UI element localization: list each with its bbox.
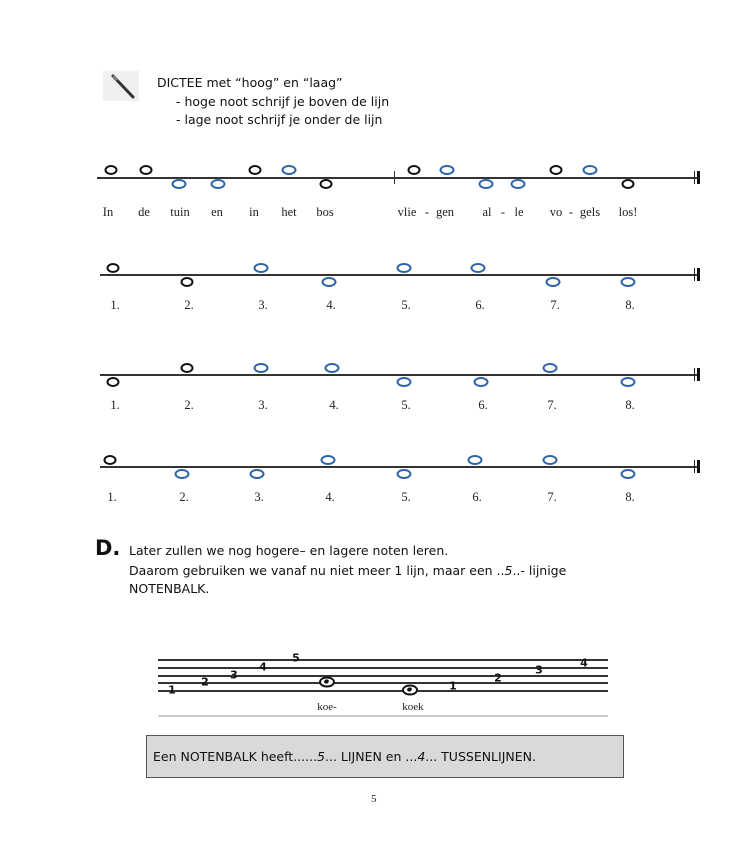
note-high — [107, 263, 120, 273]
barline — [394, 171, 395, 184]
lyric-syllable: in — [249, 205, 259, 219]
note-low — [511, 179, 526, 189]
note-high — [408, 165, 421, 175]
summary-box — [146, 735, 624, 778]
note-low — [397, 377, 412, 387]
exercise-number: 7. — [547, 398, 557, 412]
staff-line-1 — [158, 690, 608, 692]
exercise-number: 2. — [179, 490, 189, 504]
lyric-syllable: - — [424, 205, 430, 219]
note-low — [322, 277, 337, 287]
lyric-syllable: le — [514, 205, 524, 219]
note-high — [468, 455, 483, 465]
space-number: 3 — [535, 663, 543, 677]
note-low — [211, 179, 226, 189]
note-high — [550, 165, 563, 175]
rule-low: - lage noot schrijf je onder de lijn — [176, 112, 383, 127]
note-low — [320, 179, 333, 189]
note-low — [397, 469, 412, 479]
note-high — [282, 165, 297, 175]
line-number: 5 — [292, 651, 300, 665]
answer-5: 5 — [504, 563, 513, 578]
note-low — [175, 469, 190, 479]
section-d-line2: Daarom gebruiken we vanaf nu niet meer 1 lijn, maar een ..5..- lijnige — [129, 563, 567, 578]
exercise-number: 3. — [254, 490, 264, 504]
lyric-koek: koek — [402, 701, 424, 713]
end-barline-thin — [694, 368, 695, 381]
exercise-number: 3. — [258, 398, 268, 412]
line-number: 3 — [230, 668, 238, 682]
staff-line-5 — [158, 659, 608, 661]
note-high — [440, 165, 455, 175]
note-high — [140, 165, 153, 175]
exercise-number: 8. — [625, 490, 635, 504]
staff-line — [97, 177, 697, 179]
lyric-syllable: al — [482, 205, 492, 219]
note-low — [250, 469, 265, 479]
note-high — [249, 165, 262, 175]
lyric-syllable: - — [500, 205, 506, 219]
end-barline-thin — [694, 171, 695, 184]
exercise-number: 3. — [258, 298, 268, 312]
lyric-syllable: bos — [316, 205, 334, 219]
note-high — [325, 363, 340, 373]
note-high — [254, 263, 269, 273]
exercise-number: 2. — [184, 398, 194, 412]
lyric-syllable: vlie — [397, 205, 417, 219]
exercise-number: 4. — [329, 398, 339, 412]
exercise-number: 7. — [547, 490, 557, 504]
note-high — [397, 263, 412, 273]
space-number: 2 — [494, 671, 502, 685]
note-low — [621, 277, 636, 287]
exercise-number: 4. — [325, 490, 335, 504]
exercise-number: 2. — [184, 298, 194, 312]
exercise-number: 1. — [110, 398, 120, 412]
end-barline-thin — [694, 460, 695, 473]
line-number: 4 — [259, 660, 267, 674]
note-high — [543, 363, 558, 373]
whole-note-line — [319, 677, 335, 688]
staff-line — [100, 374, 697, 376]
lyric-syllable: - — [568, 205, 574, 219]
note-high — [105, 165, 118, 175]
section-d-line3: NOTENBALK. — [129, 581, 210, 596]
section-d-line1: Later zullen we nog hogere– en lagere noten leren. — [129, 543, 449, 558]
lyric-koe: koe- — [317, 701, 337, 713]
exercise-number: 5. — [401, 298, 411, 312]
dictee-title: DICTEE met “hoog” en “laag” — [157, 75, 343, 90]
exercise-number: 7. — [550, 298, 560, 312]
note-high — [583, 165, 598, 175]
note-low — [172, 179, 187, 189]
lyric-syllable: gels — [579, 205, 601, 219]
lyric-syllable: gen — [435, 205, 455, 219]
note-low — [474, 377, 489, 387]
exercise-number: 6. — [472, 490, 482, 504]
exercise-number: 1. — [110, 298, 120, 312]
space-number: 4 — [580, 656, 588, 670]
space-number: 1 — [449, 679, 457, 693]
note-low — [107, 377, 120, 387]
end-barline-thick — [697, 460, 700, 473]
exercise-number: 1. — [107, 490, 117, 504]
note-high — [543, 455, 558, 465]
exercise-number: 8. — [625, 398, 635, 412]
staff-line — [100, 466, 697, 468]
end-barline-thick — [697, 171, 700, 184]
line-number: 1 — [168, 683, 176, 697]
lyric-syllable: het — [281, 205, 297, 219]
exercise-number: 5. — [401, 490, 411, 504]
exercise-number: 6. — [475, 298, 485, 312]
whole-note-below — [402, 685, 418, 696]
rule-high: - hoge noot schrijf je boven de lijn — [176, 94, 390, 109]
note-high — [254, 363, 269, 373]
note-low — [181, 277, 194, 287]
end-barline-thick — [697, 368, 700, 381]
exercise-number: 8. — [625, 298, 635, 312]
divider — [158, 715, 608, 717]
note-high — [104, 455, 117, 465]
section-letter: D. — [95, 536, 121, 560]
note-low — [546, 277, 561, 287]
staff-line-2 — [158, 682, 608, 684]
staff-line — [100, 274, 697, 276]
summary-text: Een NOTENBALK heeft......5... LIJNEN en ...4... TUSSENLIJNEN. — [153, 749, 536, 764]
note-high — [471, 263, 486, 273]
note-low — [621, 377, 636, 387]
pen-icon — [103, 71, 139, 101]
note-low — [622, 179, 635, 189]
lyric-syllable: In — [102, 205, 114, 219]
page-number: 5 — [371, 793, 377, 805]
note-high — [321, 455, 336, 465]
lyric-syllable: vo — [549, 205, 563, 219]
exercise-number: 6. — [478, 398, 488, 412]
end-barline-thin — [694, 268, 695, 281]
lyric-syllable: tuin — [170, 205, 190, 219]
exercise-number: 4. — [326, 298, 336, 312]
exercise-number: 5. — [401, 398, 411, 412]
lyric-syllable: los! — [618, 205, 638, 219]
line-number: 2 — [201, 675, 209, 689]
note-high — [181, 363, 194, 373]
answer-spaces: 4 — [417, 749, 426, 764]
lyric-syllable: en — [211, 205, 223, 219]
answer-lines: 5 — [317, 749, 325, 764]
note-low — [621, 469, 636, 479]
note-low — [479, 179, 494, 189]
lyric-syllable: de — [138, 205, 150, 219]
end-barline-thick — [697, 268, 700, 281]
